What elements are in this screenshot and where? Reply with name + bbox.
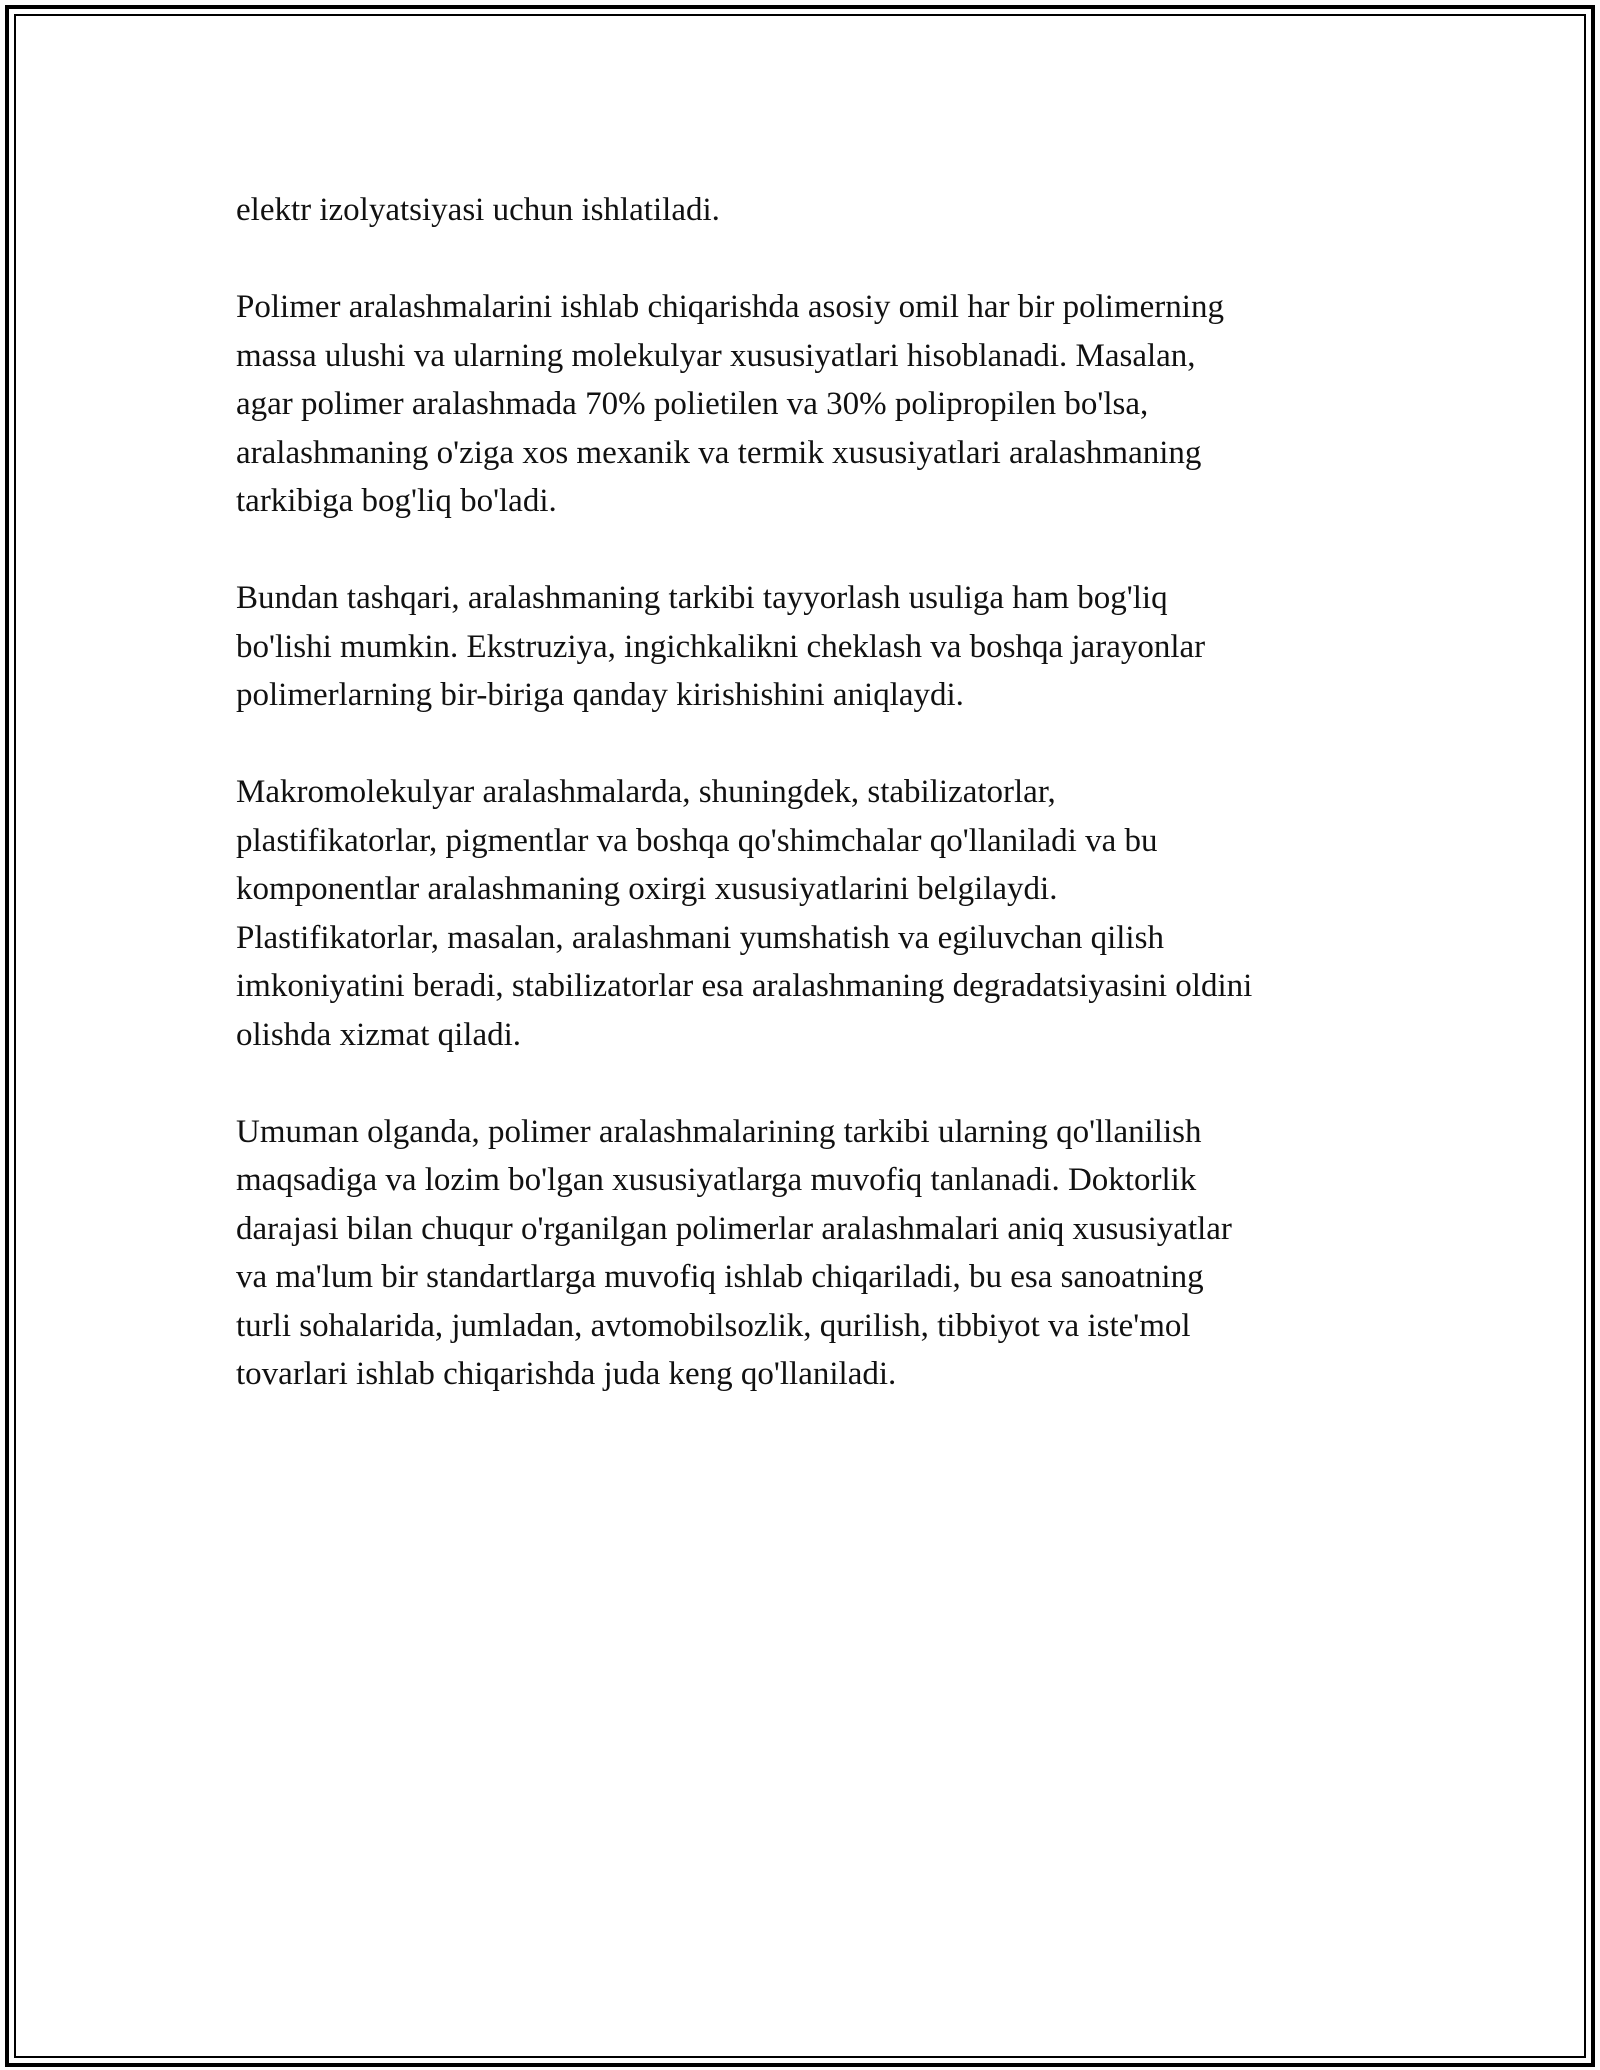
paragraph-1: elektr izolyatsiyasi uchun ishlatiladi. <box>236 192 720 228</box>
document-body <box>236 186 1406 1447</box>
paragraph-3: Bundan tashqari, aralashmaning tarkibi tayyorlash usuliga ham bog'liq bo'lishi mumkin. Ekstruziya, ingichkalikni cheklash va boshqa jarayonlar polimerlarning bir-biriga qanday kirishishini aniqlaydi. <box>236 580 1206 713</box>
paragraph-4: Makromolekulyar aralashmalarda, shuningdek, stabilizatorlar, plastifikatorlar, pigmentlar va boshqa qo'shimchalar qo'llaniladi va bu komponentlar aralashmaning oxirgi xususiyatlarini belgilaydi. Plastifikatorlar, masalan, aralashmani yumshatish va egiluvchan qilish imkoniyatini beradi, stabilizatorlar esa aralashmaning degradatsiyasini oldini olishda xizmat qiladi. <box>236 774 1253 1053</box>
paragraph-5: Umuman olganda, polimer aralashmalarining tarkibi ularning qo'llanilish maqsadiga va lozim bo'lgan xususiyatlarga muvofiq tanlanadi. Doktorlik darajasi bilan chuqur o'rganilgan polimerlar aralashmalari aniq xususiyatlar va ma'lum bir standartlarga muvofiq ishlab chiqariladi, bu esa sanoatning turli sohalarida, jumladan, avtomobilsozlik, qurilish, tibbiyot va iste'mol tovarlari ishlab chiqarishda juda keng qo'llaniladi. <box>236 1113 1232 1392</box>
paragraph-2: Polimer aralashmalarini ishlab chiqarishda asosiy omil har bir polimerning massa ulushi va ularning molekulyar xususiyatlari hisoblanadi. Masalan, agar polimer aralashmada 70% polietilen va 30% polipropilen bo'lsa, aralashmaning o'ziga xos mexanik va termik xususiyatlari aralashmaning tarkibiga bog'liq bo'ladi. <box>236 289 1224 519</box>
